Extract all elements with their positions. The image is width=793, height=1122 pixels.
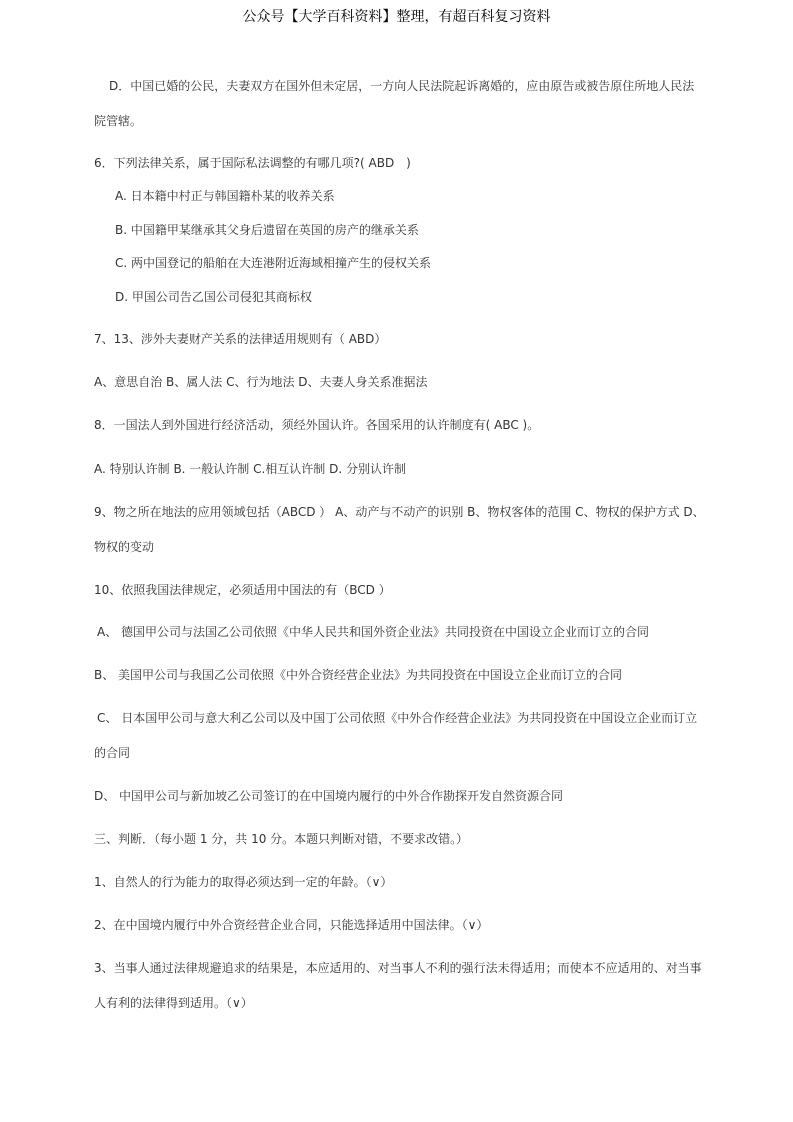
judge-3: 3、当事人通过法律规避追求的结果是，本应适用的、对当事人不利的强行法未得适用；而使本不应适用的、对当事: [94, 961, 702, 975]
q6-option-d: D. 甲国公司告乙国公司侵犯其商标权: [115, 290, 312, 304]
judge-3-cont: 人有利的法律得到适用。（∨）: [94, 996, 253, 1010]
q7-options: A、意思自治 B、属人法 C、行为地法 D、夫妻人身关系准据法: [94, 375, 428, 389]
option-d-q5: D．中国已婚的公民，夫妻双方在国外但未定居，一方向人民法院起诉离婚的，应由原告或被告原住所地人民法: [109, 79, 695, 93]
judge-1: 1、自然人的行为能力的取得必须达到一定的年龄。（∨）: [94, 875, 393, 889]
judge-2: 2、在中国境内履行中外合资经营企业合同，只能选择适用中国法律。（∨）: [94, 918, 489, 932]
q10-option-c: C、 日本国甲公司与意大利乙公司以及中国丁公司依照《中外合作经营企业法》为共同投资在中国设立企业而订立: [97, 711, 698, 725]
question-10: 10、依照我国法律规定，必须适用中国法的有（BCD ）: [94, 583, 391, 597]
question-9-cont: 物权的变动: [94, 540, 155, 554]
q6-option-c: C. 两中国登记的船舶在大连港附近海域相撞产生的侵权关系: [115, 256, 432, 270]
q6-option-a: A. 日本籍中村正与韩国籍朴某的收养关系: [115, 189, 335, 203]
question-7: 7、13、涉外夫妻财产关系的法律适用规则有（ ABD）: [94, 332, 387, 346]
q10-option-d: D、 中国甲公司与新加坡乙公司签订的在中国境内履行的中外合作勘探开发自然资源合同: [94, 789, 564, 803]
question-9: 9、物之所在地法的应用领域包括（ABCD ） A、动产与不动产的识别 B、物权客体的范围 C、物权的保护方式 D、: [94, 505, 705, 519]
q10-option-c-cont: 的合同: [94, 746, 131, 760]
q6-option-b: B. 中国籍甲某继承其父身后遗留在英国的房产的继承关系: [115, 223, 419, 237]
question-6: 6．下列法律关系，属于国际私法调整的有哪几项?( ABD ): [94, 156, 411, 170]
section-3-heading: 三、判断．（每小题 1 分，共 10 分。本题只判断对错，不要求改错。）: [94, 832, 469, 846]
q10-option-b: B、 美国甲公司与我国乙公司依照《中外合资经营企业法》为共同投资在中国设立企业而订立的合同: [94, 668, 623, 682]
page-header: 公众号【大学百科资料】整理，有超百科复习资料: [242, 9, 551, 25]
q8-options: A. 特别认许制 B. 一般认许制 C.相互认许制 D. 分别认许制: [94, 462, 406, 476]
question-8: 8．一国法人到外国进行经济活动，须经外国认许。各国采用的认许制度有( ABC )。: [94, 418, 540, 432]
option-d-q5-cont: 院管辖。: [94, 114, 143, 128]
q10-option-a: A、 德国甲公司与法国乙公司依照《中华人民共和国外资企业法》共同投资在中国设立企业而订立的合同: [97, 625, 650, 639]
